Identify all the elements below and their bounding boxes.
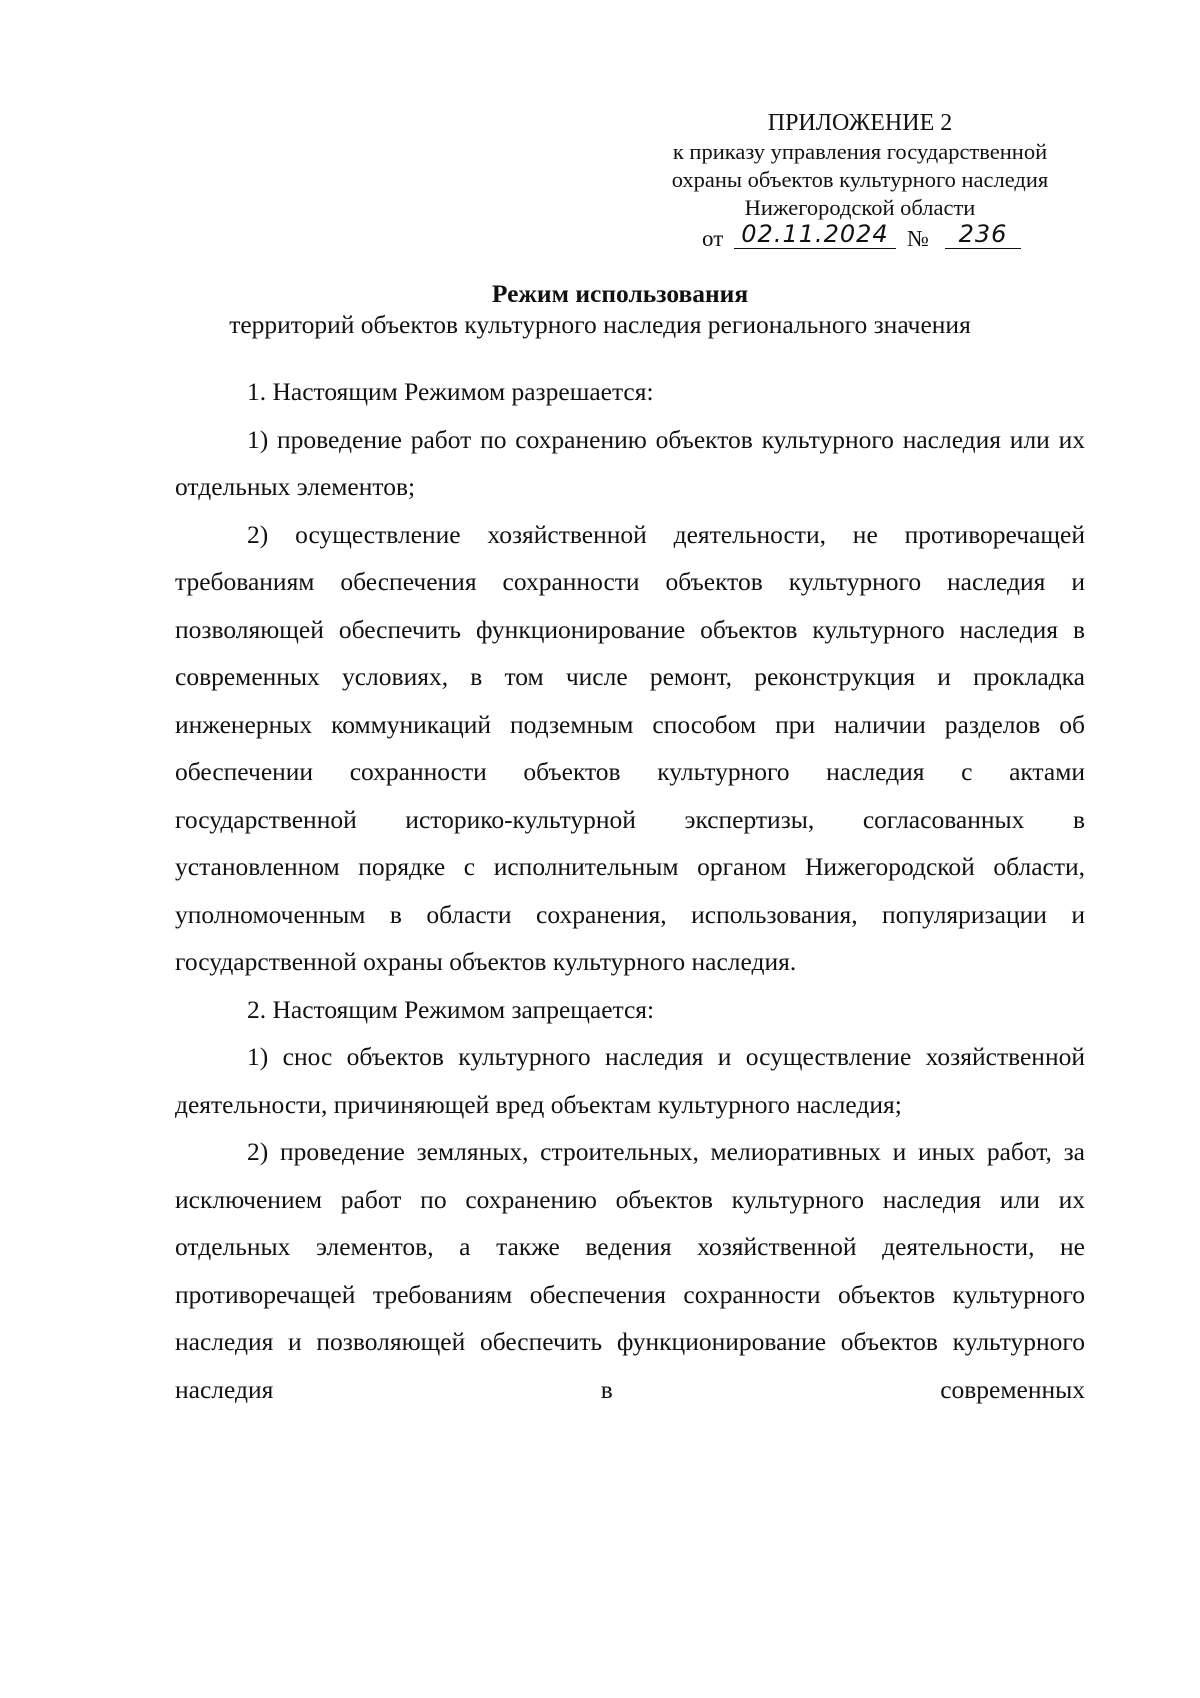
document-body bbox=[175, 368, 1085, 1413]
date-prefix: от bbox=[702, 226, 724, 251]
order-number: 236 bbox=[945, 220, 1021, 249]
appendix-title: ПРИЛОЖЕНИЕ 2 bbox=[767, 110, 953, 136]
paragraph-1: 1. Настоящим Режимом разрешается: bbox=[247, 377, 654, 406]
appendix-line-2: охраны объектов культурного наследия bbox=[671, 167, 1049, 192]
paragraph-5: 1) снос объектов культурного наследия и осуществление хозяйственной деятельности, причиняющей вред объектам культурного наследия; bbox=[175, 1042, 1085, 1119]
paragraph-2: 1) проведение работ по сохранению объектов культурного наследия или их отдельных элементов; bbox=[175, 424, 1085, 501]
paragraph-6: 2) проведение земляных, строительных, мелиоративных и иных работ, за исключением работ по сохранению объектов культурного наследия или их отдельных элементов, а также ведения хозяйственной деятельности, не противоречащей требованиям обеспечения сохранности объектов культурного наследия и позволяющей обеспечить функционирование объектов культурного наследия в современных bbox=[175, 1137, 1085, 1404]
document-title: Режим использования bbox=[491, 279, 749, 308]
appendix-line-3: Нижегородской области bbox=[744, 195, 976, 220]
appendix-line-1: к приказу управления государственной bbox=[672, 139, 1048, 164]
appendix-header bbox=[625, 108, 1095, 222]
paragraph-4: 2. Настоящим Режимом запрещается: bbox=[247, 994, 655, 1024]
document-subtitle: территорий объектов культурного наследия регионального значения bbox=[229, 310, 971, 339]
number-prefix: № bbox=[907, 226, 929, 251]
order-date-number bbox=[702, 220, 1022, 256]
paragraph-3: 2) осуществление хозяйственной деятельности, не противоречащей требованиям обеспечения сохранности объектов культурного наследия и позволяющей обеспечить функционирование объектов культурного наследия в современных условиях, в том числе ремонт, реконструкция и прокладка инженерных коммуникаций подземным способом при наличии разделов об обеспечении сохранности объектов культурного наследия с актами государственной историко-культурной экспертизы, согласованных в установленном порядке с исполнительным органом Нижегородской области, уполномоченным в области сохранения, использования, популяризации и государственной охраны объектов культурного наследия. bbox=[175, 519, 1085, 976]
order-date: 02.11.2024 bbox=[734, 220, 896, 249]
